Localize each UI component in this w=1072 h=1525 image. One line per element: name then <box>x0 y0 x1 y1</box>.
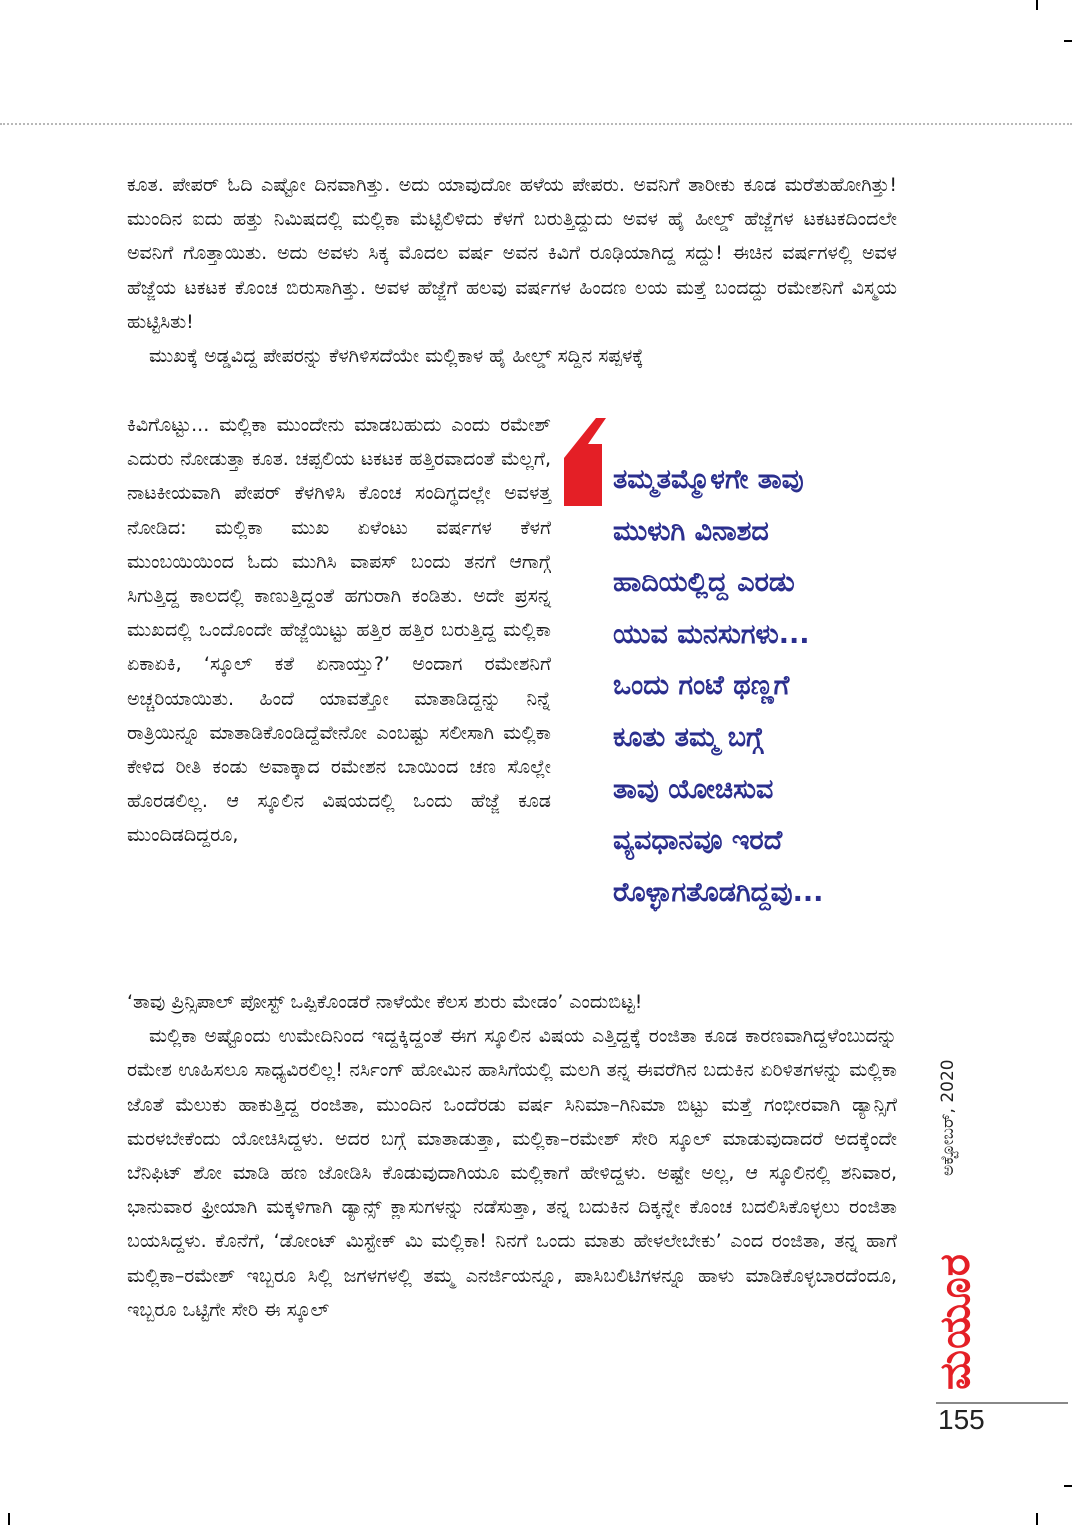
pull-quote-line: ಹಾದಿಯಲ್ಲಿದ್ದ ಎರಡು <box>613 567 795 599</box>
crop-mark <box>1036 0 1038 10</box>
pull-quote-line: ತಮ್ಮತಮ್ಮೊಳಗೇ ತಾವು <box>613 464 804 495</box>
article-paragraph-2-lead: ಮುಖಕ್ಕೆ ಅಡ್ಡವಿದ್ದ ಪೇಪರನ್ನು ಕೆಳಗಿಳಿಸದೆಯೇ ಮಲ್ಲಿಕಾಳ ಹೈ ಹೀಲ್ಡ್ ಸದ್ದಿನ ಸಪ್ಪಳಕ್ಕೆ <box>149 345 644 368</box>
crop-mark <box>1036 1513 1038 1525</box>
pull-quote <box>613 454 913 918</box>
article-paragraph-3: ಮಲ್ಲಿಕಾ ಅಷ್ಟೊಂದು ಉಮೇದಿನಿಂದ ಇದ್ದಕ್ಕಿದ್ದಂತೆ ಈಗ ಸ್ಕೂಲಿನ ವಿಷಯ ಎತ್ತಿದ್ದಕ್ಕೆ ರಂಜಿತಾ ಕೂಡ ಕಾರಣವಾಗಿದ್ದಳೆಂಬುದನ್ನು ರಮೇಶ ಊಹಿಸಲೂ ಸಾಧ್ಯವಿರಲಿಲ್ಲ! ನರ್ಸಿಂಗ್ ಹೋಮಿನ ಹಾಸಿಗೆಯಲ್ಲಿ ಮಲಗಿ ತನ್ನ ಈವರೆಗಿನ ಬದುಕಿನ ಏರಿಳಿತಗಳನ್ನು ಮಲ್ಲಿಕಾ ಜೊತೆ ಮೆಲುಕು ಹಾಕುತ್ತಿದ್ದ ರಂಜಿತಾ, ಮುಂದಿನ ಒಂದೆರಡು ವರ್ಷ ಸಿನಿಮಾ–ಗಿನಿಮಾ ಬಿಟ್ಟು ಮತ್ತೆ ಗಂಭೀರವಾಗಿ ಡ್ಯಾನ್ಸಿಗೆ ಮರಳಬೇಕೆಂದು ಯೋಚಿಸಿದ್ದಳು. ಅದರ ಬಗ್ಗೆ ಮಾತಾಡುತ್ತಾ, ಮಲ್ಲಿಕಾ–ರಮೇಶ್ ಸೇರಿ ಸ್ಕೂಲ್ ಮಾಡುವುದಾದರೆ ಅದಕ್ಕೆಂದೇ ಬೆನಿಫಿಟ್ ಶೋ ಮಾಡಿ ಹಣ ಜೋಡಿಸಿ ಕೊಡುವುದಾಗಿಯೂ ಮಲ್ಲಿಕಾಗೆ ಹೇಳಿದ್ದಳು. ಅಷ್ಟೇ ಅಲ್ಲ, ಆ ಸ್ಕೂಲಿನಲ್ಲಿ ಶನಿವಾರ, ಭಾನುವಾರ ಫ್ರೀಯಾಗಿ ಮಕ್ಕಳಿಗಾಗಿ ಡ್ಯಾನ್ಸ್ ಕ್ಲಾಸುಗಳನ್ನು ನಡೆಸುತ್ತಾ, ತನ್ನ ಬದುಕಿನ ದಿಕ್ಕನ್ನೇ ಕೊಂಚ ಬದಲಿಸಿಕೊಳ್ಳಲು ರಂಜಿತಾ ಬಯಸಿದ್ದಳು. ಕೊನೆಗೆ, ‘ಡೋಂಟ್ ಮಿಸ್ಟೇಕ್ ಮಿ ಮಲ್ಲಿಕಾ! ನಿನಗೆ ಒಂದು ಮಾತು ಹೇಳಲೇಬೇಕು’ ಎಂದ ರಂಜಿತಾ, ತನ್ನ ಹಾಗೆ ಮಲ್ಲಿಕಾ–ರಮೇಶ್ ಇಬ್ಬರೂ ಸಿಲ್ಲಿ ಜಗಳಗಳಲ್ಲಿ ತಮ್ಮ ಎನರ್ಜಿಯನ್ನೂ, ಪಾಸಿಬಲಿಟಿಗಳನ್ನೂ ಹಾಳು ಮಾಡಿಕೊಳ್ಳಬಾರದೆಂದೂ, ಇಬ್ಬರೂ ಒಟ್ಟಿಗೇ ಸೇರಿ ಈ ಸ್ಕೂಲ್ <box>127 1025 897 1321</box>
quote-mark-icon <box>562 418 610 506</box>
pull-quote-line: ಯುವ ಮನಸುಗಳು... <box>613 618 810 650</box>
issue-date: ಅಕ್ಟೋಬರ್, 2020 <box>938 1059 958 1176</box>
pull-quote-line: ಮುಳುಗಿ ವಿನಾಶದ <box>613 515 769 547</box>
article-narrow-column <box>127 408 551 853</box>
pull-quote-line: ಕೂತು ತಮ್ಮ ಬಗ್ಗೆ <box>613 721 764 753</box>
article-paragraph-2-column: ಕಿವಿಗೊಟ್ಟು... ಮಲ್ಲಿಕಾ ಮುಂದೇನು ಮಾಡಬಹುದು ಎಂದು ರಮೇಶ್ ಎದುರು ನೋಡುತ್ತಾ ಕೂತ. ಚಪ್ಪಲಿಯ ಟಕಟಕ ಹತ್ತಿರವಾದಂತೆ ಮೆಲ್ಲಗೆ, ನಾಟಕೀಯವಾಗಿ ಪೇಪರ್ ಕೆಳಗಿಳಿಸಿ ಕೊಂಚ ಸಂದಿಗ್ಧದಲ್ಲೇ ಅವಳತ್ತ ನೋಡಿದ: ಮಲ್ಲಿಕಾ ಮುಖ ಏಳೆಂಟು ವರ್ಷಗಳ ಕೆಳಗೆ ಮುಂಬಯಿಯಿಂದ ಓದು ಮುಗಿಸಿ ವಾಪಸ್ ಬಂದು ತನಗೆ ಆಗಾಗ್ಗೆ ಸಿಗುತ್ತಿದ್ದ ಕಾಲದಲ್ಲಿ ಕಾಣುತ್ತಿದ್ದಂತೆ ಹಗುರಾಗಿ ಕಂಡಿತು. ಅದೇ ಪ್ರಸನ್ನ ಮುಖದಲ್ಲಿ ಒಂದೊಂದೇ ಹೆಜ್ಜೆಯಿಟ್ಟು ಹತ್ತಿರ ಹತ್ತಿರ ಬರುತ್ತಿದ್ದ ಮಲ್ಲಿಕಾ ಏಕಾಏಕಿ, ‘ಸ್ಕೂಲ್ ಕತೆ ಏನಾಯ್ತು?’ ಅಂದಾಗ ರಮೇಶನಿಗೆ ಅಚ್ಚರಿಯಾಯಿತು. ಹಿಂದೆ ಯಾವತ್ತೋ ಮಾತಾಡಿದ್ದನ್ನು ನಿನ್ನೆ ರಾತ್ರಿಯಿನ್ನೂ ಮಾತಾಡಿಕೊಂಡಿದ್ದೆವೇನೋ ಎಂಬಷ್ಟು ಸಲೀಸಾಗಿ ಮಲ್ಲಿಕಾ ಕೇಳಿದ ರೀತಿ ಕಂಡು ಅವಾಕ್ಕಾದ ರಮೇಶನ ಬಾಯಿಂದ ಚಣ ಸೊಲ್ಲೇ ಹೊರಡಲಿಲ್ಲ. ಆ ಸ್ಕೂಲಿನ ವಿಷಯದಲ್ಲಿ ಒಂದು ಹೆಜ್ಜೆ ಕೂಡ ಮುಂದಿಡದಿದ್ದರೂ, <box>127 414 551 847</box>
pull-quote-line: ತಾವು ಯೋಚಿಸುವ <box>613 773 774 805</box>
article-bottom-block <box>127 985 897 1327</box>
crop-mark <box>8 1513 10 1525</box>
pull-quote-line: ಒಂದು ಗಂಟೆ ಥಣ್ಣಗೆ <box>613 670 790 702</box>
magazine-logo: ಮಯೂರ <box>930 1253 979 1390</box>
crop-mark <box>1064 1485 1072 1487</box>
article-paragraph-1: ಕೂತ. ಪೇಪರ್ ಓದಿ ಎಷ್ಟೋ ದಿನವಾಗಿತ್ತು. ಅದು ಯಾವುದೋ ಹಳೆಯ ಪೇಪರು. ಅವನಿಗೆ ತಾರೀಕು ಕೂಡ ಮರೆತುಹೋಗಿತ್ತು! ಮುಂದಿನ ಐದು ಹತ್ತು ನಿಮಿಷದಲ್ಲಿ ಮಲ್ಲಿಕಾ ಮೆಟ್ಟಿಲಿಳಿದು ಕೆಳಗೆ ಬರುತ್ತಿದ್ದುದು ಅವಳ ಹೈ ಹೀಲ್ಡ್ ಹೆಜ್ಜೆಗಳ ಟಕಟಕದಿಂದಲೇ ಅವನಿಗೆ ಗೊತ್ತಾಯಿತು. ಅದು ಅವಳು ಸಿಕ್ಕ ಮೊದಲ ವರ್ಷ ಅವನ ಕಿವಿಗೆ ರೂಢಿಯಾಗಿದ್ದ ಸದ್ದು! ಈಚಿನ ವರ್ಷಗಳಲ್ಲಿ ಅವಳ ಹೆಜ್ಜೆಯ ಟಕಟಕ ಕೊಂಚ ಬಿರುಸಾಗಿತ್ತು. ಅವಳ ಹೆಜ್ಜೆಗೆ ಹಲವು ವರ್ಷಗಳ ಹಿಂದಣ ಲಯ ಮತ್ತೆ ಬಂದದ್ದು ರಮೇಶನಿಗೆ ವಿಸ್ಮಯ ಹುಟ್ಟಿಸಿತು! <box>127 174 897 333</box>
header-dotted-rule <box>0 123 1072 125</box>
article-top-block <box>127 168 897 373</box>
crop-mark <box>1064 40 1072 42</box>
pull-quote-line: ವ್ಯವಧಾನವೂ ಇರದೆ <box>613 825 783 857</box>
article-paragraph-2-tail: ‘ತಾವು ಪ್ರಿನ್ಸಿಪಾಲ್ ಪೋಸ್ಟ್ ಒಪ್ಪಿಕೊಂಡರೆ ನಾಳೆಯೇ ಕೆಲಸ ಶುರು ಮೇಡಂ’ ಎಂದುಬಿಟ್ಟ! <box>127 991 643 1013</box>
pull-quote-line: ರೊಳ್ಳಾಗತೊಡಗಿದ್ದವು... <box>613 876 824 908</box>
page-number: 155 <box>938 1404 985 1435</box>
